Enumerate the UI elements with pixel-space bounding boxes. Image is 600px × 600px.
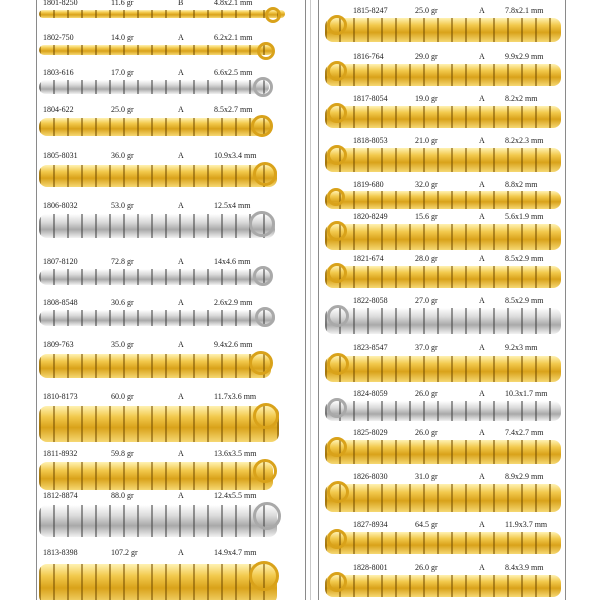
item-grade: A <box>479 180 485 189</box>
chain-image <box>325 308 561 334</box>
item-code: 1827-8934 <box>353 520 388 529</box>
item-weight: 26.0 gr <box>415 389 438 398</box>
item-code: 1825-8029 <box>353 428 388 437</box>
item-size: 11.9x3.7 mm <box>505 520 548 529</box>
chain-image <box>39 564 277 600</box>
chain-image <box>325 401 561 421</box>
item-code: 1807-8120 <box>43 257 78 266</box>
chain-image <box>325 532 561 554</box>
item-weight: 53.0 gr <box>111 201 134 210</box>
chain-image <box>39 406 279 442</box>
chain-image <box>39 269 271 285</box>
item-grade: A <box>178 340 184 349</box>
item-code: 1812-8874 <box>43 491 78 500</box>
item-size: 8.8x2 mm <box>505 180 538 189</box>
item-size: 6.2x2.1 mm <box>214 33 253 42</box>
item-weight: 29.0 gr <box>415 52 438 61</box>
item-grade: A <box>178 257 184 266</box>
left-column <box>36 0 306 600</box>
chain-image <box>325 191 561 209</box>
item-size: 8.9x2.9 mm <box>505 472 544 481</box>
item-grade: A <box>178 449 184 458</box>
item-size: 12.4x5.5 mm <box>214 491 257 500</box>
chain-image <box>325 266 561 288</box>
spec-line <box>319 520 565 530</box>
chain-image <box>39 462 273 490</box>
item-weight: 32.0 gr <box>415 180 438 189</box>
right-column <box>318 0 566 600</box>
item-weight: 64.5 gr <box>415 520 438 529</box>
item-grade: A <box>178 68 184 77</box>
spec-line <box>319 52 565 62</box>
item-size: 8.4x3.9 mm <box>505 563 544 572</box>
spec-line <box>319 94 565 104</box>
item-size: 8.2x2 mm <box>505 94 538 103</box>
item-code: 1823-8547 <box>353 343 388 352</box>
spec-line <box>37 201 305 211</box>
item-code: 1806-8032 <box>43 201 78 210</box>
item-size: 9.9x2.9 mm <box>505 52 544 61</box>
item-grade: A <box>178 548 184 557</box>
item-size: 8.2x2.3 mm <box>505 136 544 145</box>
item-size: 9.2x3 mm <box>505 343 538 352</box>
item-grade: A <box>479 389 485 398</box>
item-grade: A <box>479 94 485 103</box>
item-size: 7.4x2.7 mm <box>505 428 544 437</box>
item-code: 1810-8173 <box>43 392 78 401</box>
spec-line <box>37 0 305 8</box>
item-size: 8.5x2.9 mm <box>505 296 544 305</box>
item-code: 1820-8249 <box>353 212 388 221</box>
spec-line <box>37 105 305 115</box>
item-grade: A <box>479 296 485 305</box>
item-weight: 19.0 gr <box>415 94 438 103</box>
chain-image <box>325 575 561 597</box>
chain-image <box>39 354 271 378</box>
item-weight: 21.0 gr <box>415 136 438 145</box>
spec-line <box>319 180 565 190</box>
item-size: 14x4.6 mm <box>214 257 251 266</box>
item-weight: 26.0 gr <box>415 428 438 437</box>
item-code: 1801-8250 <box>43 0 78 7</box>
item-grade: A <box>479 254 485 263</box>
item-code: 1808-8548 <box>43 298 78 307</box>
chain-image <box>325 440 561 464</box>
item-code: 1809-763 <box>43 340 74 349</box>
item-weight: 11.6 gr <box>111 0 134 7</box>
item-code: 1802-750 <box>43 33 74 42</box>
item-weight: 25.0 gr <box>111 105 134 114</box>
spec-line <box>37 449 305 459</box>
chain-image <box>39 45 273 55</box>
item-grade: A <box>479 520 485 529</box>
item-weight: 30.6 gr <box>111 298 134 307</box>
chain-image <box>325 64 561 86</box>
chain-image <box>39 80 269 94</box>
item-grade: A <box>479 212 485 221</box>
item-size: 9.4x2.6 mm <box>214 340 253 349</box>
item-size: 8.5x2.7 mm <box>214 105 253 114</box>
spec-line <box>37 151 305 161</box>
chain-image <box>39 310 275 326</box>
spec-line <box>319 254 565 264</box>
item-size: 10.3x1.7 mm <box>505 389 548 398</box>
item-code: 1817-8054 <box>353 94 388 103</box>
item-weight: 37.0 gr <box>415 343 438 352</box>
spec-line <box>319 428 565 438</box>
item-code: 1803-616 <box>43 68 74 77</box>
item-weight: 25.0 gr <box>415 6 438 15</box>
item-code: 1816-764 <box>353 52 384 61</box>
spec-line <box>319 6 565 16</box>
item-grade: A <box>479 136 485 145</box>
spec-line <box>37 491 305 501</box>
item-code: 1828-8001 <box>353 563 388 572</box>
item-size: 6.6x2.5 mm <box>214 68 253 77</box>
item-weight: 60.0 gr <box>111 392 134 401</box>
item-code: 1821-674 <box>353 254 384 263</box>
item-code: 1819-680 <box>353 180 384 189</box>
chain-image <box>325 18 561 42</box>
item-grade: A <box>479 472 485 481</box>
chain-image <box>325 484 561 512</box>
item-weight: 28.0 gr <box>415 254 438 263</box>
item-code: 1824-8059 <box>353 389 388 398</box>
item-grade: A <box>178 491 184 500</box>
item-grade: A <box>479 563 485 572</box>
item-code: 1805-8031 <box>43 151 78 160</box>
item-weight: 26.0 gr <box>415 563 438 572</box>
item-weight: 88.0 gr <box>111 491 134 500</box>
chain-image <box>325 148 561 172</box>
item-size: 13.6x3.5 mm <box>214 449 257 458</box>
chain-image <box>39 214 275 238</box>
spec-line <box>37 548 305 558</box>
item-grade: A <box>178 201 184 210</box>
item-grade: A <box>178 151 184 160</box>
chain-image <box>325 224 561 250</box>
item-grade: A <box>479 428 485 437</box>
item-size: 2.6x2.9 mm <box>214 298 253 307</box>
item-size: 14.9x4.7 mm <box>214 548 257 557</box>
center-divider <box>310 0 311 600</box>
item-code: 1826-8030 <box>353 472 388 481</box>
spec-line <box>319 296 565 306</box>
item-code: 1815-8247 <box>353 6 388 15</box>
item-code: 1822-8058 <box>353 296 388 305</box>
item-weight: 35.0 gr <box>111 340 134 349</box>
spec-line <box>319 136 565 146</box>
item-code: 1813-8398 <box>43 548 78 557</box>
spec-line <box>319 472 565 482</box>
item-code: 1811-8932 <box>43 449 78 458</box>
item-weight: 31.0 gr <box>415 472 438 481</box>
item-weight: 59.8 gr <box>111 449 134 458</box>
item-weight: 36.0 gr <box>111 151 134 160</box>
item-size: 12.5x4 mm <box>214 201 251 210</box>
item-grade: A <box>479 343 485 352</box>
spec-line <box>37 392 305 402</box>
spec-line <box>319 563 565 573</box>
item-size: 10.9x3.4 mm <box>214 151 257 160</box>
item-grade: A <box>479 6 485 15</box>
chain-image <box>39 505 277 537</box>
spec-line <box>319 343 565 353</box>
item-grade: A <box>178 392 184 401</box>
spec-line <box>37 340 305 350</box>
item-weight: 15.6 gr <box>415 212 438 221</box>
item-code: 1804-622 <box>43 105 74 114</box>
item-grade: A <box>178 33 184 42</box>
item-weight: 27.0 gr <box>415 296 438 305</box>
item-size: 7.8x2.1 mm <box>505 6 544 15</box>
spec-line <box>319 212 565 222</box>
item-size: 8.5x2.9 mm <box>505 254 544 263</box>
spec-line <box>319 389 565 399</box>
item-size: 5.6x1.9 mm <box>505 212 544 221</box>
item-grade: A <box>178 105 184 114</box>
chain-image <box>325 106 561 128</box>
item-grade: A <box>178 298 184 307</box>
chain-image <box>325 356 561 382</box>
item-grade: A <box>479 52 485 61</box>
item-size: 4.8x2.1 mm <box>214 0 253 7</box>
item-weight: 72.8 gr <box>111 257 134 266</box>
item-code: 1818-8053 <box>353 136 388 145</box>
item-size: 11.7x3.6 mm <box>214 392 257 401</box>
item-grade: B <box>178 0 184 7</box>
item-weight: 107.2 gr <box>111 548 138 557</box>
chain-image <box>39 10 285 18</box>
item-weight: 17.0 gr <box>111 68 134 77</box>
chain-image <box>39 118 271 136</box>
chain-image <box>39 165 277 187</box>
item-weight: 14.0 gr <box>111 33 134 42</box>
